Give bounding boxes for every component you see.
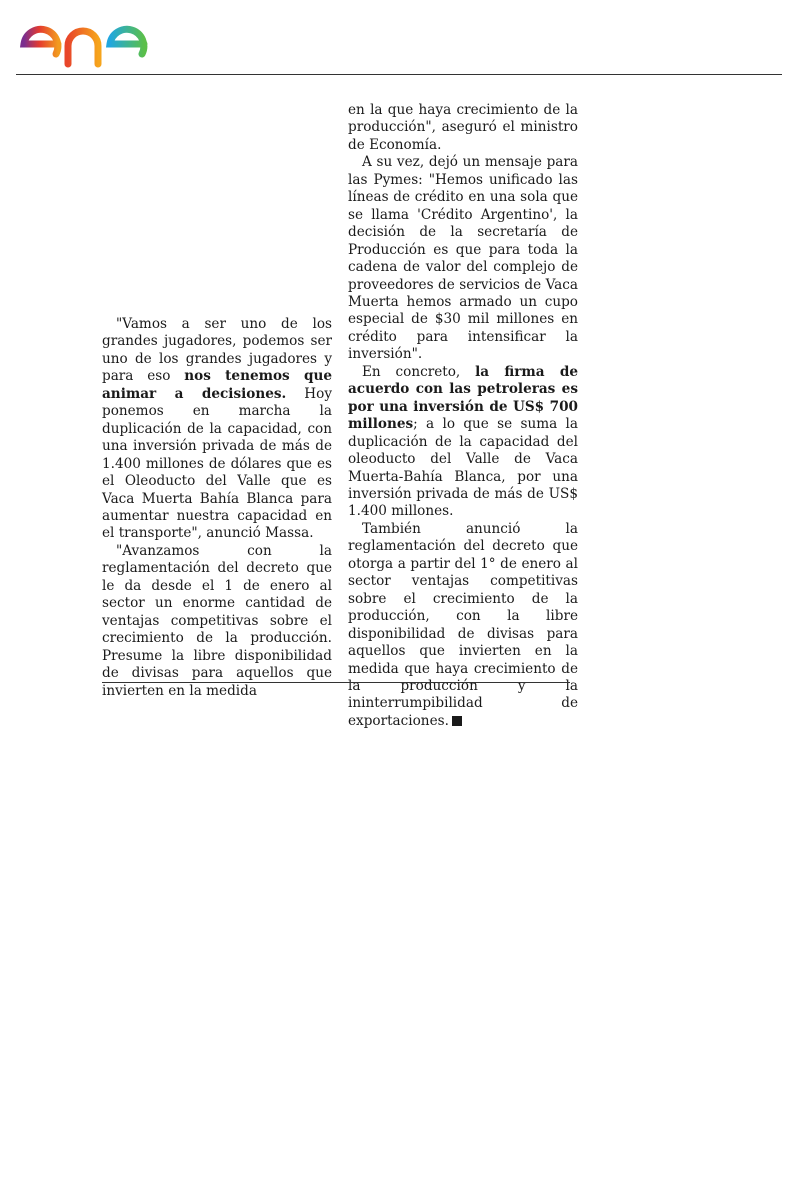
paragraph: "Avanzamos con la reglamentación del decreto que le da desde el 1 de enero al sector un enorme cantidad de ventajas competitivas sobre el crecimiento de la producción. Presume la libre disponibilidad de divisas para aquellos que invierten en la medida: [102, 542, 332, 699]
bold-highlight: nos tenemos que animar a decisiones.: [102, 368, 332, 402]
enel-logo: [18, 6, 178, 70]
paragraph-text: En concreto,: [362, 363, 476, 380]
end-of-article-mark: [452, 716, 462, 726]
page-header: [0, 0, 800, 76]
article-bottom-divider: [102, 682, 570, 683]
bold-highlight: la firma de acuerdo con las petroleras es por una inversión de US$ 700 millones: [348, 363, 579, 433]
paragraph-text: Hoy ponemos en marcha la duplicación de la capacidad, con una inversión privada de más de 1.400 millones de dólares que es el Oleoducto del Valle que es Vaca Muerta Bahía Blanca para aumentar nuestra capacidad en el transporte", anunció Massa.: [102, 385, 332, 542]
paragraph: A su vez, dejó un mensaje para las Pymes: "Hemos unificado las líneas de crédito en una sola que se llama 'Crédito Argentino', la decisión de la secretaría de Producción es que para toda la cadena de valor del complejo de proveedores de servicios de Vaca Muerta hemos armado un cupo especial de $30 mil millones en crédito para intensificar la inversión".: [348, 154, 578, 363]
article-column-right: [348, 102, 578, 730]
paragraph: [102, 316, 332, 543]
article-column-left: [102, 316, 332, 700]
paragraph: en la que haya crecimiento de la producción", aseguró el ministro de Economía.: [348, 102, 578, 153]
paragraph-text: ; a lo que se suma la duplicación de la capacidad del oleoducto del Valle de Vaca Muerta-Bahía Blanca, por una inversión privada de más de US$ 1.400 millones.: [348, 416, 578, 520]
paragraph-text: También anunció la reglamentación del decreto que otorga a partir del 1° de enero al sector ventajas competitivas sobre el crecimiento de la producción, con la libre disponibilidad de divisas para aquellos que invierten en la medida que haya crecimiento de la producción y la ininterrumpibilidad de exportaciones.: [348, 520, 578, 729]
paragraph: [348, 521, 578, 730]
header-divider: [16, 74, 782, 75]
paragraph: [348, 364, 578, 521]
paragraph-text: "Vamos a ser uno de los grandes jugadores, podemos ser uno de los grandes jugadores y para eso: [102, 316, 332, 385]
